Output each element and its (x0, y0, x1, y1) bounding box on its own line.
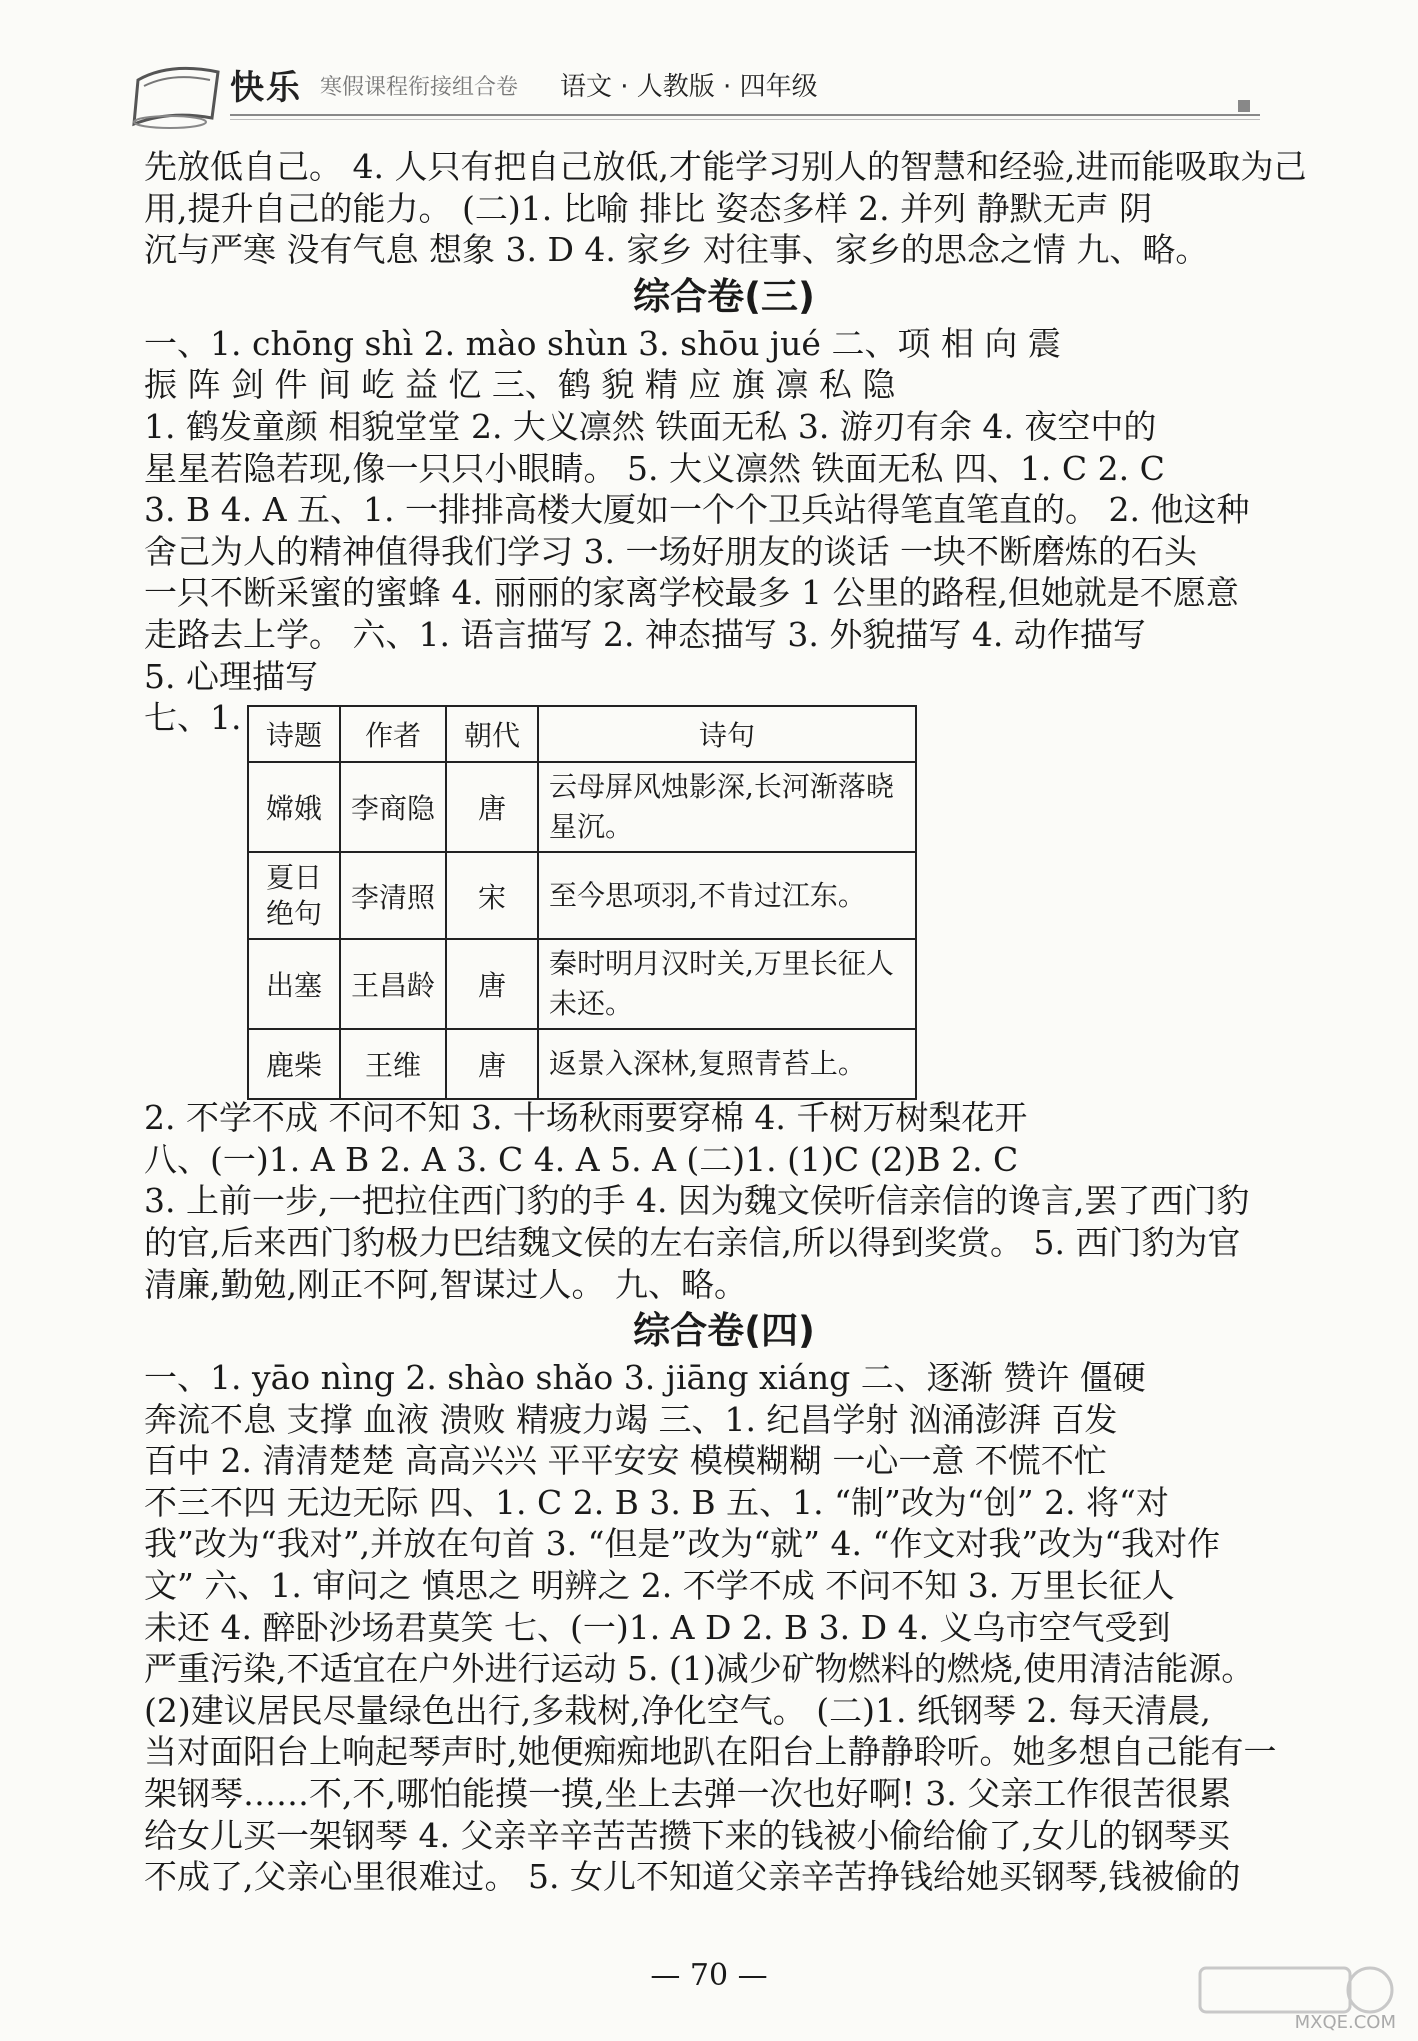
answer-content (144, 146, 1307, 1898)
page-header (130, 52, 1280, 142)
subject-label: 语文 · 人教版 · 四年级 (560, 72, 818, 102)
poem-author: 李清照 (340, 852, 446, 939)
table-header-row (248, 706, 916, 762)
text-line: 百中 2. 清清楚楚 高高兴兴 平平安安 模模糊糊 一心一意 不慌不忙 (144, 1441, 1107, 1481)
watermark-text: MXQE.COM (1294, 2012, 1396, 2033)
series-title: 寒假课程衔接组合卷 (320, 75, 519, 100)
question-number: 七、1. (144, 698, 242, 738)
text-line: 沉与严寒 没有气息 想象 3. D 4. 家乡 对往事、家乡的思念之情 九、略。 (144, 230, 1209, 270)
text-line: 先放低自己。 4. 人只有把自己放低,才能学习别人的智慧和经验,进而能吸取为己 (144, 147, 1307, 186)
column-header: 诗句 (538, 706, 916, 762)
text-line: 我”改为“我对”,并放在句首 3. “但是”改为“就” 4. “作文对我”改为“我对作 (144, 1524, 1221, 1564)
text-line: 不三不四 无边无际 四、1. C 2. B 3. B 五、1. “制”改为“创” 2. 将“对 (144, 1482, 1169, 1522)
poem-dynasty: 唐 (446, 1029, 538, 1099)
text-line: 舍己为人的精神值得我们学习 3. 一场好朋友的谈话 一块不断磨炼的石头 (144, 531, 1197, 571)
poem-author: 王维 (340, 1029, 446, 1099)
poem-dynasty: 唐 (446, 939, 538, 1029)
poem-table-block (144, 697, 1304, 1097)
section-title-3: 综合卷(三) (633, 274, 815, 318)
text-line: 清廉,勤勉,刚正不阿,智谋过人。 九、略。 (144, 1264, 747, 1304)
poem-author: 王昌龄 (340, 939, 446, 1029)
text-line: 一、1. chōng shì 2. mào shùn 3. shōu jué 二、项 相 向 震 (144, 323, 1061, 363)
brand-title: 快乐 (230, 68, 302, 108)
table-row (248, 939, 916, 1029)
header-rule (230, 114, 1260, 116)
text-line: 严重污染,不适宜在户外进行运动 5. (1)减少矿物燃料的燃烧,使用清洁能源。 (144, 1649, 1255, 1689)
text-line: 八、(一)1. A B 2. A 3. C 4. A 5. A (二)1. (1)C (2)B 2. C (144, 1139, 1019, 1179)
text-line: 不成了,父亲心里很难过。 5. 女儿不知道父亲辛苦挣钱给她买钢琴,钱被偷的 (144, 1857, 1241, 1897)
column-header: 作者 (340, 706, 446, 762)
text-line: 2. 不学不成 不问不知 3. 十场秋雨要穿棉 4. 千树万树梨花开 (144, 1098, 1028, 1138)
poem-author: 李商隐 (340, 762, 446, 852)
book-logo-icon (130, 60, 225, 130)
header-rule-thin (230, 119, 1260, 120)
column-header: 朝代 (446, 706, 538, 762)
poem-verse: 至今思项羽,不肯过江东。 (538, 852, 916, 939)
poem-dynasty: 唐 (446, 762, 538, 852)
text-line: 给女儿买一架钢琴 4. 父亲辛辛苦苦攒下来的钱被小偷给偷了,女儿的钢琴买 (144, 1815, 1230, 1855)
text-line: (2)建议居民尽量绿色出行,多栽树,净化空气。 (二)1. 纸钢琴 2. 每天清晨, (144, 1690, 1211, 1730)
poem-verse: 云母屏风烛影深,长河渐落晓星沉。 (538, 762, 916, 852)
text-line: 一只不断采蜜的蜜蜂 4. 丽丽的家离学校最多 1 公里的路程,但她就是不愿意 (144, 573, 1239, 613)
text-line: 星星若隐若现,像一只只小眼睛。 5. 大义凛然 铁面无私 四、1. C 2. C (144, 448, 1165, 488)
text-line: 走路去上学。 六、1. 语言描写 2. 神态描写 3. 外貌描写 4. 动作描写 (144, 614, 1146, 654)
text-line: 1. 鹤发童颜 相貌堂堂 2. 大义凛然 铁面无私 3. 游刃有余 4. 夜空中的 (144, 406, 1157, 446)
text-line: 一、1. yāo nìng 2. shào shǎo 3. jiāng xiáng 二、逐渐 赞许 僵硬 (144, 1358, 1146, 1398)
table-row (248, 852, 916, 939)
header-square-icon (1238, 100, 1250, 112)
text-line: 当对面阳台上响起琴声时,她便痴痴地趴在阳台上静静聆听。她多想自己能有一 (144, 1732, 1277, 1772)
text-line: 的官,后来西门豹极力巴结魏文侯的左右亲信,所以得到奖赏。 5. 西门豹为官 (144, 1222, 1241, 1262)
text-line: 3. 上前一步,一把拉住西门豹的手 4. 因为魏文侯听信亲信的谗言,罢了西门豹 (144, 1181, 1250, 1221)
text-line: 文” 六、1. 审问之 慎思之 明辨之 2. 不学不成 不问不知 3. 万里长征人 (144, 1566, 1175, 1606)
poem-dynasty: 宋 (446, 852, 538, 939)
column-header: 诗题 (248, 706, 340, 762)
poem-title: 嫦娥 (248, 762, 340, 852)
poem-table (247, 705, 917, 1100)
text-line: 振 阵 剑 件 间 屹 益 忆 三、鹤 貌 精 应 旗 凛 私 隐 (144, 365, 896, 405)
table-row (248, 762, 916, 852)
poem-verse: 返景入深林,复照青苔上。 (538, 1029, 916, 1099)
poem-title: 出塞 (248, 939, 340, 1029)
poem-title: 夏日绝句 (248, 852, 340, 939)
page-number: — 70 — (650, 1958, 768, 1993)
section-title-4: 综合卷(四) (633, 1309, 815, 1353)
text-line: 未还 4. 醉卧沙场君莫笑 七、(一)1. A D 2. B 3. D 4. 义乌市空气受到 (144, 1607, 1171, 1647)
text-line: 5. 心理描写 (144, 656, 318, 696)
text-line: 用,提升自己的能力。 (二)1. 比喻 排比 姿态多样 2. 并列 静默无声 阴 (144, 188, 1153, 228)
poem-title: 鹿柴 (248, 1029, 340, 1099)
text-line: 3. B 4. A 五、1. 一排排高楼大厦如一个个卫兵站得笔直笔直的。 2. 他这种 (144, 490, 1250, 530)
table-row (248, 1029, 916, 1099)
text-line: 架钢琴……不,不,哪怕能摸一摸,坐上去弹一次也好啊! 3. 父亲工作很苦很累 (144, 1774, 1232, 1814)
poem-verse: 秦时明月汉时关,万里长征人未还。 (538, 939, 916, 1029)
text-line: 奔流不息 支撑 血液 溃败 精疲力竭 三、1. 纪昌学射 汹涌澎湃 百发 (144, 1399, 1118, 1439)
